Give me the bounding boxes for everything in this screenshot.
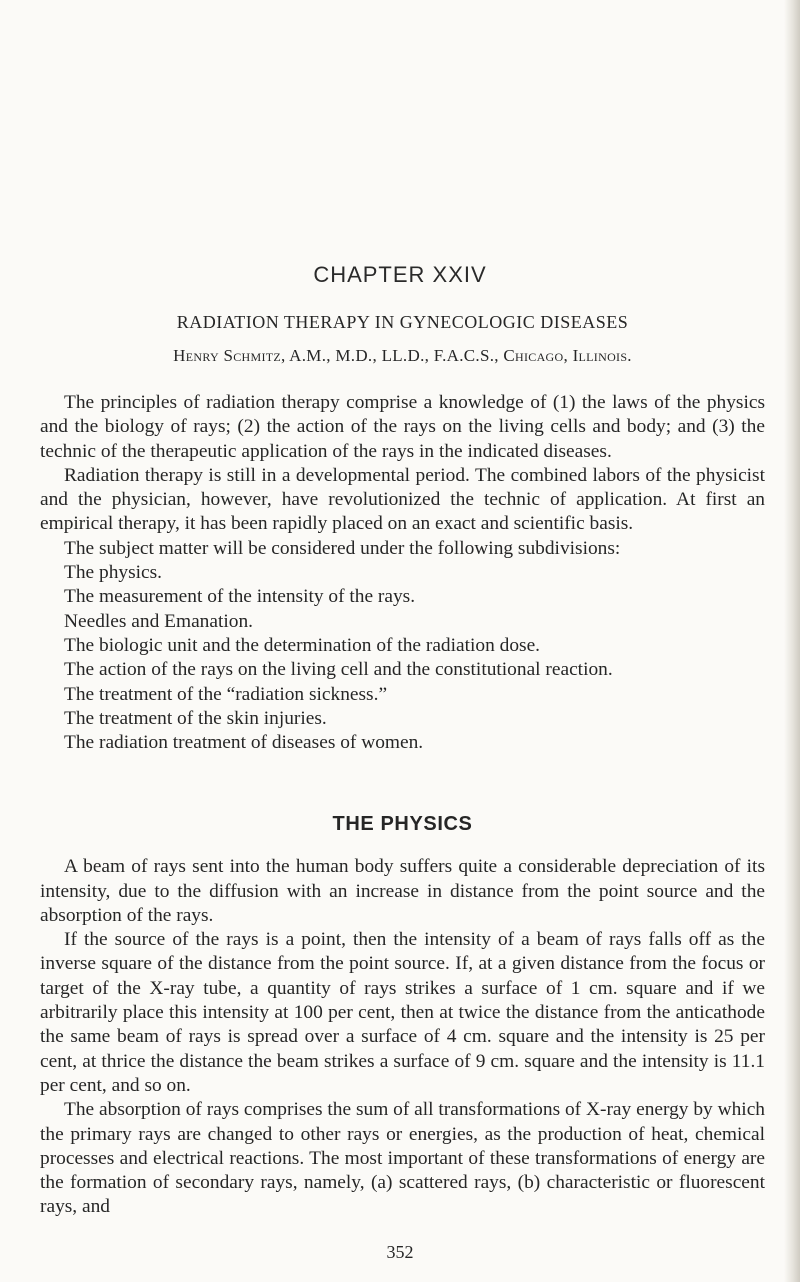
subdivision-list	[40, 561, 765, 755]
physics-section	[40, 793, 765, 1220]
subdivision-item: The physics.	[64, 562, 163, 584]
author-name: Henry Schmitz, A.M., M.D., LL.D., F.A.C.S., Chicago, Illinois.	[173, 346, 632, 365]
chapter-subtitle: RADIATION THERAPY IN GYNECOLOGIC DISEASES	[176, 312, 629, 332]
subdivision-item: The action of the rays on the living cell and the constitutional reaction.	[64, 659, 613, 681]
subdivision-item: Needles and Emanation.	[64, 610, 253, 632]
intro-paragraph: The subject matter will be considered under the following subdivisions:	[64, 537, 621, 559]
subdivision-item: The measurement of the intensity of the rays.	[64, 586, 416, 608]
body-paragraph: The absorption of rays comprises the sum of all transformations of X-ray energy by which the primary rays are changed to other rays or energies, as the production of heat, chemical processes and electrical reactions. The most important of these transformations of energy are the formation of secondary rays, namely, (a) scattered rays, (b) characteristic or fluorescent rays, and	[40, 1099, 765, 1218]
subdivision-item: The treatment of the “radiation sickness.”	[64, 683, 388, 705]
chapter-title: CHAPTER XXIV	[313, 262, 487, 287]
page-number: 352	[386, 1242, 414, 1262]
body-paragraph: If the source of the rays is a point, then the intensity of a beam of rays falls off as the inverse square of the distance from the point source. If, at a given distance from the focus or target of the X-ray tube, a quantity of rays strikes a surface of 1 cm. square and if we arbitrarily place this intensity at 100 per cent, then at twice the distance from the anticathode the same beam of rays is spread over a surface of 4 cm. square and the intensity is 25 per cent, at thrice the distance the beam strikes a surface of 9 cm. square and the intensity is 11.1 per cent, and so on.	[40, 929, 765, 1096]
intro-section	[40, 391, 765, 755]
intro-paragraph: The principles of radiation therapy comprise a knowledge of (1) the laws of the physics and the biology of rays; (2) the action of the rays on the living cells and body; and (3) the technic of the therapeutic application of the rays in the indicated diseases.	[40, 392, 765, 462]
intro-paragraph: Radiation therapy is still in a developmental period. The combined labors of the physicist and the physician, however, have revolutionized the technic of application. At first an empirical therapy, it has been rapidly placed on an exact and scientific basis.	[40, 464, 765, 535]
subdivision-item: The biologic unit and the determination of the radiation dose.	[64, 634, 541, 656]
body-paragraph: A beam of rays sent into the human body suffers quite a considerable depreciation of its intensity, due to the diffusion with an increase in distance from the point source and the absorption of the rays.	[40, 856, 765, 926]
page-edge-shadow	[784, 0, 800, 1282]
author-line	[40, 346, 765, 366]
subdivision-item: The treatment of the skin injuries.	[64, 707, 327, 729]
subdivision-item: The radiation treatment of diseases of women.	[64, 732, 424, 754]
section-heading: THE PHYSICS	[332, 813, 473, 835]
